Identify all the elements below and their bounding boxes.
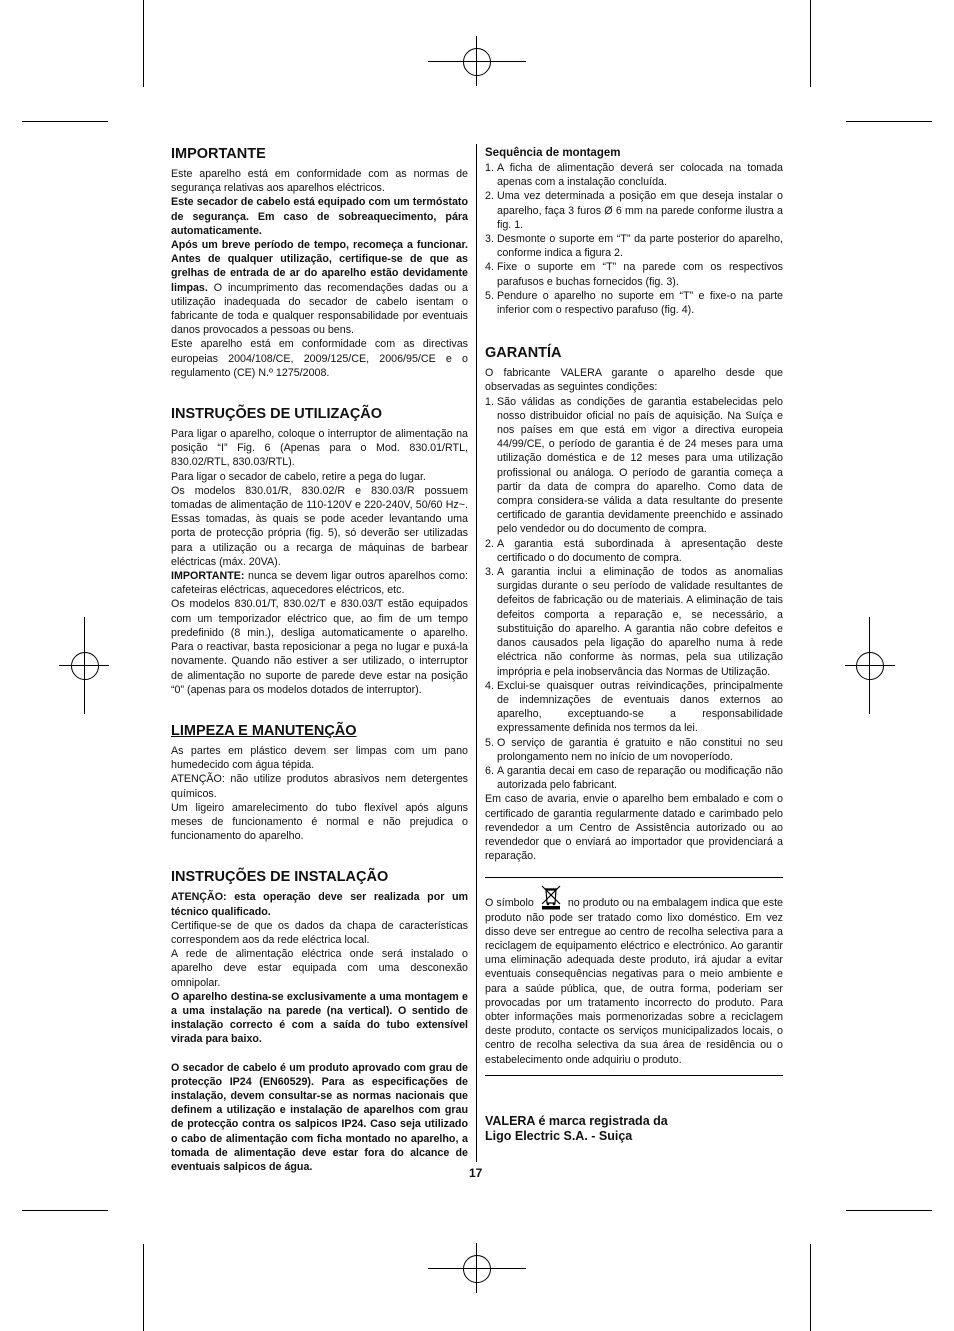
- right-column: [485, 146, 783, 1144]
- paragraph: [171, 238, 468, 337]
- paragraph: Certifique-se de que os dados da chapa de características correspondem aos da rede eléctrica local.: [171, 919, 468, 946]
- list-item-number: 2.: [485, 537, 494, 550]
- paragraph: [485, 884, 783, 1066]
- registration-target-icon: [71, 652, 99, 680]
- registration-target-icon: [856, 652, 884, 680]
- list-item: [485, 289, 783, 317]
- list-item-text: Fixe o suporte em “T” na parede com os respectivos parafusos e buchas fornecidos (fig. 3).: [497, 261, 783, 288]
- paragraph-bold: O secador de cabelo é um produto aprovado com grau de protecção IP24 (EN60529). Para as especificações de instalação, devem consultar-se as normas nacionais que definem a utilização e instalação de aparelhos com grau de protecção contra os salpicos IP24. Caso seja utilizado o cabo de alimentação com ficha montado no aparelho, a tomada de alimentação deve estar fora do alcance de eventuais salpicos de água.: [171, 1061, 468, 1173]
- section-montagem: [485, 146, 783, 317]
- brand-line: Ligo Electric S.A. - Suiça: [485, 1128, 633, 1143]
- paragraph: Em caso de avaria, envie o aparelho bem embalado e com o certificado de garantia regularmente datado e carimbado pelo revendedor a um Centro de Assistência autorizado ou ao revendedor que o enviará ao importador que providenciará a reparação.: [485, 793, 783, 863]
- list-item-number: 4.: [485, 261, 494, 274]
- assembly-steps-list: [485, 161, 783, 317]
- text: O símbolo: [485, 897, 534, 910]
- list-item-number: 6.: [485, 764, 494, 777]
- list-item-text: A ficha de alimentação deverá ser colocada na tomada apenas com a instalação concluída.: [497, 162, 783, 189]
- list-item: [485, 232, 783, 260]
- list-item: [485, 736, 783, 764]
- list-item-text: A garantia inclui a eliminação de todos as anomalias surgidas durante o seu período de validade resultantes de defeitos de fabricação ou de materiais. A eliminação de tais defeitos comporta a reparação e, se necessário, a substituição do aparelho. A garantia não cobre defeitos e danos causados pela ligação do aparelho numa à rede eléctrica não conforme às normas, pela sua utilização imprópria e pela inobservância das Normas de Utilização.: [497, 566, 783, 678]
- paragraph: Um ligeiro amarelecimento do tubo flexível após alguns meses de funcionamento é normal e não prejudica o funcionamento do aparelho.: [171, 801, 468, 843]
- registration-target-icon: [463, 48, 491, 76]
- bold-text: IMPORTANTE:: [171, 570, 245, 583]
- list-item: [485, 189, 783, 232]
- text: no produto ou na embalagem indica que este produto não pode ser tratado como lixo doméstico. Em vez disso deve ser entregue ao centro de recolha selectiva para a reciclagem de equipamento eléctrico e electrónico. Ao garantir uma eliminação adequada deste produto, irá ajudar a evitar eventuais consequências negativas para o meio ambiente e para a saúde pública, que, de outra forma, poderiam ser provocadas por um tratamento incorrecto do produto. Para obter informações mais pormenorizadas sobre a reciclagem deste produto, contacte os serviços municipalizados locais, o centro de recolha selectiva da sua área de residência ou o estabelecimento onde adquiriu o produto.: [485, 897, 783, 1066]
- list-item-text: Desmonte o suporte em “T” da parte posterior do aparelho, conforme indica a figura 2.: [497, 233, 783, 260]
- paragraph-bold: O aparelho destina-se exclusivamente a uma montagem e a uma instalação na parede (na vertical). O sentido de instalação correcto é com a saída do tubo extensível virada para baixo.: [171, 990, 468, 1046]
- list-item: [485, 161, 783, 189]
- section-title: INSTRUÇÕES DE UTILIZAÇÃO: [171, 406, 383, 423]
- bold-text: Após um breve período de tempo, recomeça a funcionar. Antes de qualquer utilização, certifique-se de que as grelhas de entrada de ar do aparelho estão devidamente limpas.: [171, 239, 468, 294]
- paragraph: Os modelos 830.01/T, 830.02/T e 830.03/T estão equipados com um temporizador eléctrico que, ao fim de um tempo predefinido (8 min.), desliga automaticamente o aparelho. Para o reactivar, basta reposicionar a pega no lugar e puxá-la novamente. Quando não estiver a ser utilizado, o interruptor de alimentação no suporte de parede deve estar na posição “0” (apenas para os modelos dotados de interruptor).: [171, 598, 468, 696]
- list-item-number: 1.: [485, 395, 494, 408]
- list-item-text: O serviço de garantia é gratuito e não constitui no seu prolongamento nem no início de um novoperíodo.: [497, 736, 783, 763]
- crossed-out-bin-icon: [540, 884, 562, 910]
- warranty-conditions-list: [485, 395, 783, 793]
- divider: [485, 877, 783, 878]
- paragraph: [171, 569, 468, 597]
- list-item-number: 5.: [485, 289, 494, 302]
- list-item: [485, 679, 783, 736]
- section-title: INSTRUÇÕES DE INSTALAÇÃO: [171, 869, 389, 886]
- registration-target-icon: [463, 1255, 491, 1283]
- list-item: [485, 764, 783, 792]
- list-item-text: A garantia decai em caso de reparação ou modificação não autorizada pelo fabricant.: [497, 764, 783, 792]
- paragraph-bold: Este secador de cabelo está equipado com um termóstato de segurança. Em caso de sobreaquecimento, pára automaticamente.: [171, 196, 468, 237]
- list-item-text: São válidas as condições de garantia estabelecidas pelo nosso distribuidor oficial no país de aquisição. Na Suíça e nos países em que está em vigor a directiva europeia 44/99/CE, o período de garantia é de 24 meses para uma utilização doméstica e de 12 meses para uma utilização profissional ou análoga. O período de garantia começa a partir da data de compra do aparelho. Como data de compra considera-se válida a data resultante do presente certificado de garantia devidamente preenchido e assinado pelo vendedor ou do documento de compra.: [497, 395, 783, 536]
- list-item-text: Pendure o aparelho no suporte em “T” e fixe-o na parte inferior com o respectivo parafuso (fig. 4).: [497, 289, 783, 317]
- text: O incumprimento das recomendações dadas ou a utilização inadequada do secador de cabelo isentam o fabricante de toda e qualquer responsabilidade por eventuais danos provocados a pessoas ou bens.: [171, 281, 468, 337]
- list-item-text: Exclui-se quaisquer outras reivindicações, principalmente de indemnizações de eventuais danos externos ao aparelho, exceptuando-se a responsabilidade expressamente definida nos termos da lei.: [497, 679, 783, 735]
- section-garantia: [485, 345, 783, 863]
- paragraph: Para ligar o aparelho, coloque o interruptor de alimentação na posição “I” Fig. 6 (Apenas para o Mod. 830.01/RTL, 830.02/RTL, 830.03/RTL).: [171, 428, 468, 469]
- paragraph: As partes em plástico devem ser limpas com um pano humedecido com água tépida.: [171, 744, 468, 772]
- column-divider: [476, 144, 477, 1162]
- section-utilizacao: [171, 406, 468, 697]
- list-item: [485, 260, 783, 288]
- list-item-number: 3.: [485, 566, 494, 579]
- text: nunca se devem ligar outros aparelhos como: cafeteiras eléctricas, aquecedores eléctricos, etc.: [171, 570, 468, 597]
- list-item: [485, 565, 783, 679]
- list-item-number: 1.: [485, 162, 494, 174]
- brand-line: VALERA é marca registrada da: [485, 1113, 668, 1128]
- list-item: [485, 395, 783, 537]
- page-number: 17: [469, 1166, 483, 1180]
- list-item: [485, 537, 783, 565]
- left-column: [171, 146, 468, 1174]
- list-item-text: Uma vez determinada a posição em que deseja instalar o aparelho, faça 3 furos Ø 6 mm na parede conforme ilustra a fig. 1.: [497, 190, 783, 231]
- paragraph: Os modelos 830.01/R, 830.02/R e 830.03/R possuem tomadas de alimentação de 110-120V e 220-240V, 50/60 Hz~. Essas tomadas, às quais se pode aceder levantando uma porta de protecção própria (fig. 5), só deverão ser utilizadas para a utilização ou a recarga de máquinas de barbear eléctricas (máx. 20VA).: [171, 484, 468, 568]
- section-instalacao: [171, 869, 468, 1174]
- subsection-title: Sequência de montagem: [485, 147, 621, 159]
- list-item-number: 5.: [485, 736, 494, 749]
- paragraph: O fabricante VALERA garante o aparelho desde que observadas as seguintes condições:: [485, 367, 783, 394]
- section-limpeza: [171, 723, 468, 843]
- section-title: LIMPEZA E MANUTENÇÃO: [171, 722, 357, 739]
- section-weee: [485, 884, 783, 1066]
- paragraph: A rede de alimentação eléctrica onde será instalado o aparelho deve estar equipada com uma desconexão omnipolar.: [171, 948, 468, 989]
- paragraph: Para ligar o secador de cabelo, retire a pega do lugar.: [171, 470, 426, 483]
- list-item-number: 2.: [485, 190, 494, 203]
- brand-notice: [485, 1114, 783, 1144]
- section-title: GARANTÍA: [485, 345, 562, 362]
- paragraph: Este aparelho está em conformidade com as normas de segurança relativas aos aparelhos eléctricos.: [171, 168, 468, 195]
- paragraph: Este aparelho está em conformidade com as directivas europeias 2004/108/CE, 2009/125/CE, 2006/95/CE e o regulamento (CE) N.º 1275/2008.: [171, 338, 468, 379]
- list-item-text: A garantia está subordinada à apresentação deste certificado o do documento de compra.: [497, 537, 783, 564]
- divider: [485, 1075, 783, 1076]
- paragraph-bold: ATENÇÃO: esta operação deve ser realizada por um técnico qualificado.: [171, 891, 468, 918]
- section-importante: [171, 146, 468, 380]
- list-item-number: 3.: [485, 233, 494, 246]
- paragraph: ATENÇÃO: não utilize produtos abrasivos nem detergentes químicos.: [171, 773, 468, 800]
- list-item-number: 4.: [485, 679, 494, 692]
- section-title: IMPORTANTE: [171, 146, 266, 162]
